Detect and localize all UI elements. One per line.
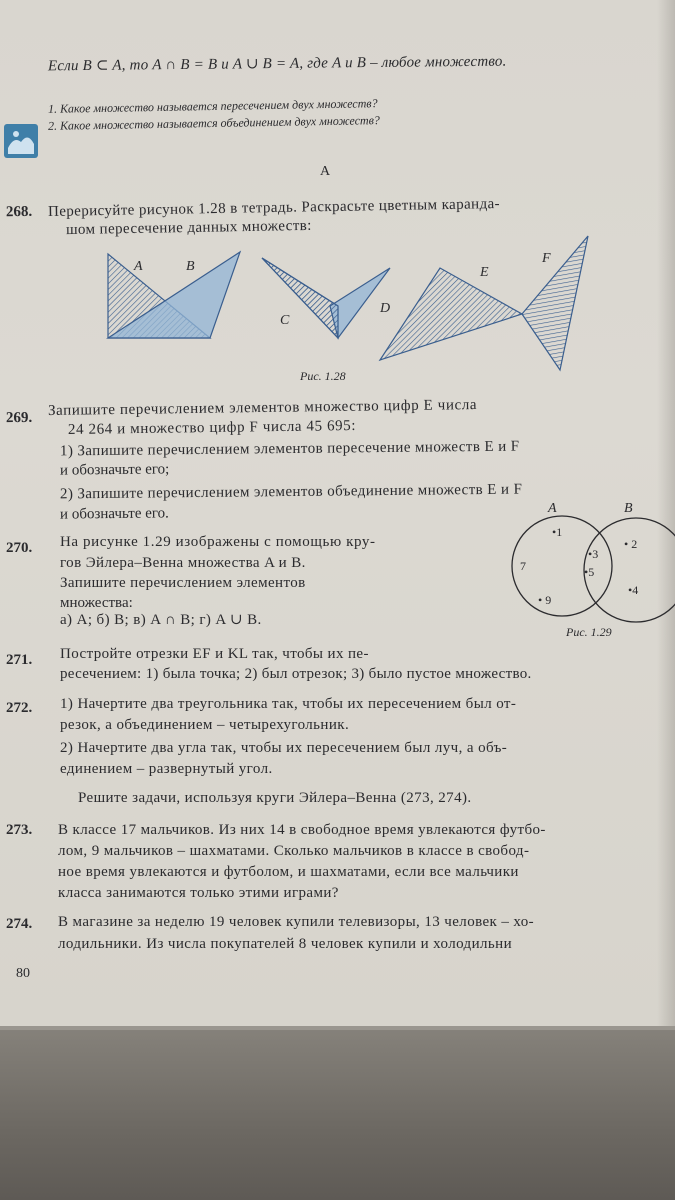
problem-270-line4: множества:: [60, 595, 133, 611]
problem-272-line2: резок, а объединением – четырехугольник.: [60, 717, 350, 733]
venn-element-5: •5: [584, 565, 595, 579]
venn-label-a: A: [548, 501, 557, 516]
figure-1-28: [90, 228, 610, 388]
problem-270-line5: а) A; б) B; в) A ∩ B; г) A ∪ B.: [60, 612, 262, 628]
problem-272-line1: 1) Начертите два треугольника так, чтобы их пересечением был от-: [60, 696, 517, 712]
venn-diagram-1-29: [500, 496, 675, 646]
label-c: C: [280, 313, 290, 328]
problem-273-line1: В классе 17 мальчиков. Из них 14 в свободное время увлекаются футбо-: [58, 822, 546, 838]
problem-273-line3: ное время увлекаются и футболом, и шахматами, если все мальчики: [58, 864, 519, 880]
problem-269-line4: и обозначьте его;: [59, 461, 170, 479]
label-d: D: [380, 301, 391, 316]
problem-268-number: 268.: [5, 203, 33, 221]
problem-273-number: 273.: [6, 822, 33, 838]
problem-268-line2: шом пересечение данных множеств:: [65, 217, 312, 239]
venn-element-9: • 9: [538, 593, 552, 607]
background-surface: [0, 1030, 675, 1200]
problem-273-line2: лом, 9 мальчиков – шахматами. Сколько мальчиков в классе в свобод-: [58, 843, 530, 859]
problem-271-line1: Постройте отрезки EF и KL так, чтобы их пе-: [60, 646, 369, 662]
problem-274-number: 274.: [6, 916, 33, 932]
venn-element-3: •3: [588, 547, 599, 561]
problem-270-number: 270.: [6, 540, 33, 556]
problem-272-line4: единением – развернутый угол.: [60, 761, 273, 777]
label-e: E: [480, 265, 489, 280]
problem-272-number: 272.: [6, 700, 33, 716]
venn-element-1: •1: [552, 525, 563, 539]
label-f: F: [542, 251, 551, 266]
section-letter: А: [320, 164, 331, 179]
question-icon: [4, 124, 38, 158]
problem-272-line3: 2) Начертите два угла так, чтобы их пересечением был луч, а объ-: [60, 740, 508, 756]
problem-270-line2: гов Эйлера–Венна множества A и B.: [60, 555, 306, 571]
caption-1-29: Рис. 1.29: [566, 625, 612, 639]
problem-269-line1: Запишите перечислением элементов множество цифр E числа: [47, 397, 478, 419]
problem-270-line1: На рисунке 1.29 изображены с помощью кру-: [60, 534, 376, 550]
problem-271-number: 271.: [6, 652, 33, 668]
label-b: B: [186, 259, 195, 274]
page-shadow: [657, 0, 675, 1030]
problem-269-line3: 1) Запишите перечислением элементов пересечение множеств E и F: [59, 438, 520, 460]
problem-270-line3: Запишите перечислением элементов: [60, 575, 306, 591]
venn-element-2: • 2: [624, 537, 638, 551]
problem-274-line2: лодильники. Из числа покупателей 8 человек купили и холодильни: [58, 936, 512, 952]
triangles-e-f: [380, 236, 588, 370]
instruction-line: Решите задачи, используя круги Эйлера–Венна (273, 274).: [78, 790, 472, 806]
problem-271-line2: ресечением: 1) была точка; 2) был отрезок; 3) было пустое множество.: [60, 666, 532, 682]
problem-269-number: 269.: [5, 409, 33, 427]
problem-269-line6: и обозначьте его.: [59, 505, 169, 523]
venn-label-b: B: [624, 501, 633, 516]
label-a: A: [134, 259, 143, 274]
venn-element-4: •4: [628, 583, 639, 597]
venn-element-7: 7: [520, 559, 526, 573]
question-2: 2. Какое множество называется объединением двух множеств?: [47, 113, 380, 133]
triangles-a-b: [108, 252, 240, 338]
problem-269-line2: 24 264 и множество цифр F числа 45 695:: [67, 417, 357, 439]
problem-274-line1: В магазине за неделю 19 человек купили телевизоры, 13 человек – хо-: [58, 914, 535, 930]
page-number: 80: [16, 966, 30, 981]
question-1: 1. Какое множество называется пересечением двух множеств?: [47, 96, 378, 116]
problem-269-line5: 2) Запишите перечислением элементов объединение множеств E и F: [59, 481, 523, 503]
caption-1-28: Рис. 1.28: [300, 369, 346, 383]
problem-273-line4: класса занимаются только этими играми?: [58, 885, 339, 901]
problem-268-line1: Перерисуйте рисунок 1.28 в тетрадь. Раскрасьте цветным каранда-: [47, 196, 501, 220]
rule-line: Если B ⊂ A, то A ∩ B = B и A ∪ B = A, где A и B – любое множество.: [47, 53, 507, 75]
